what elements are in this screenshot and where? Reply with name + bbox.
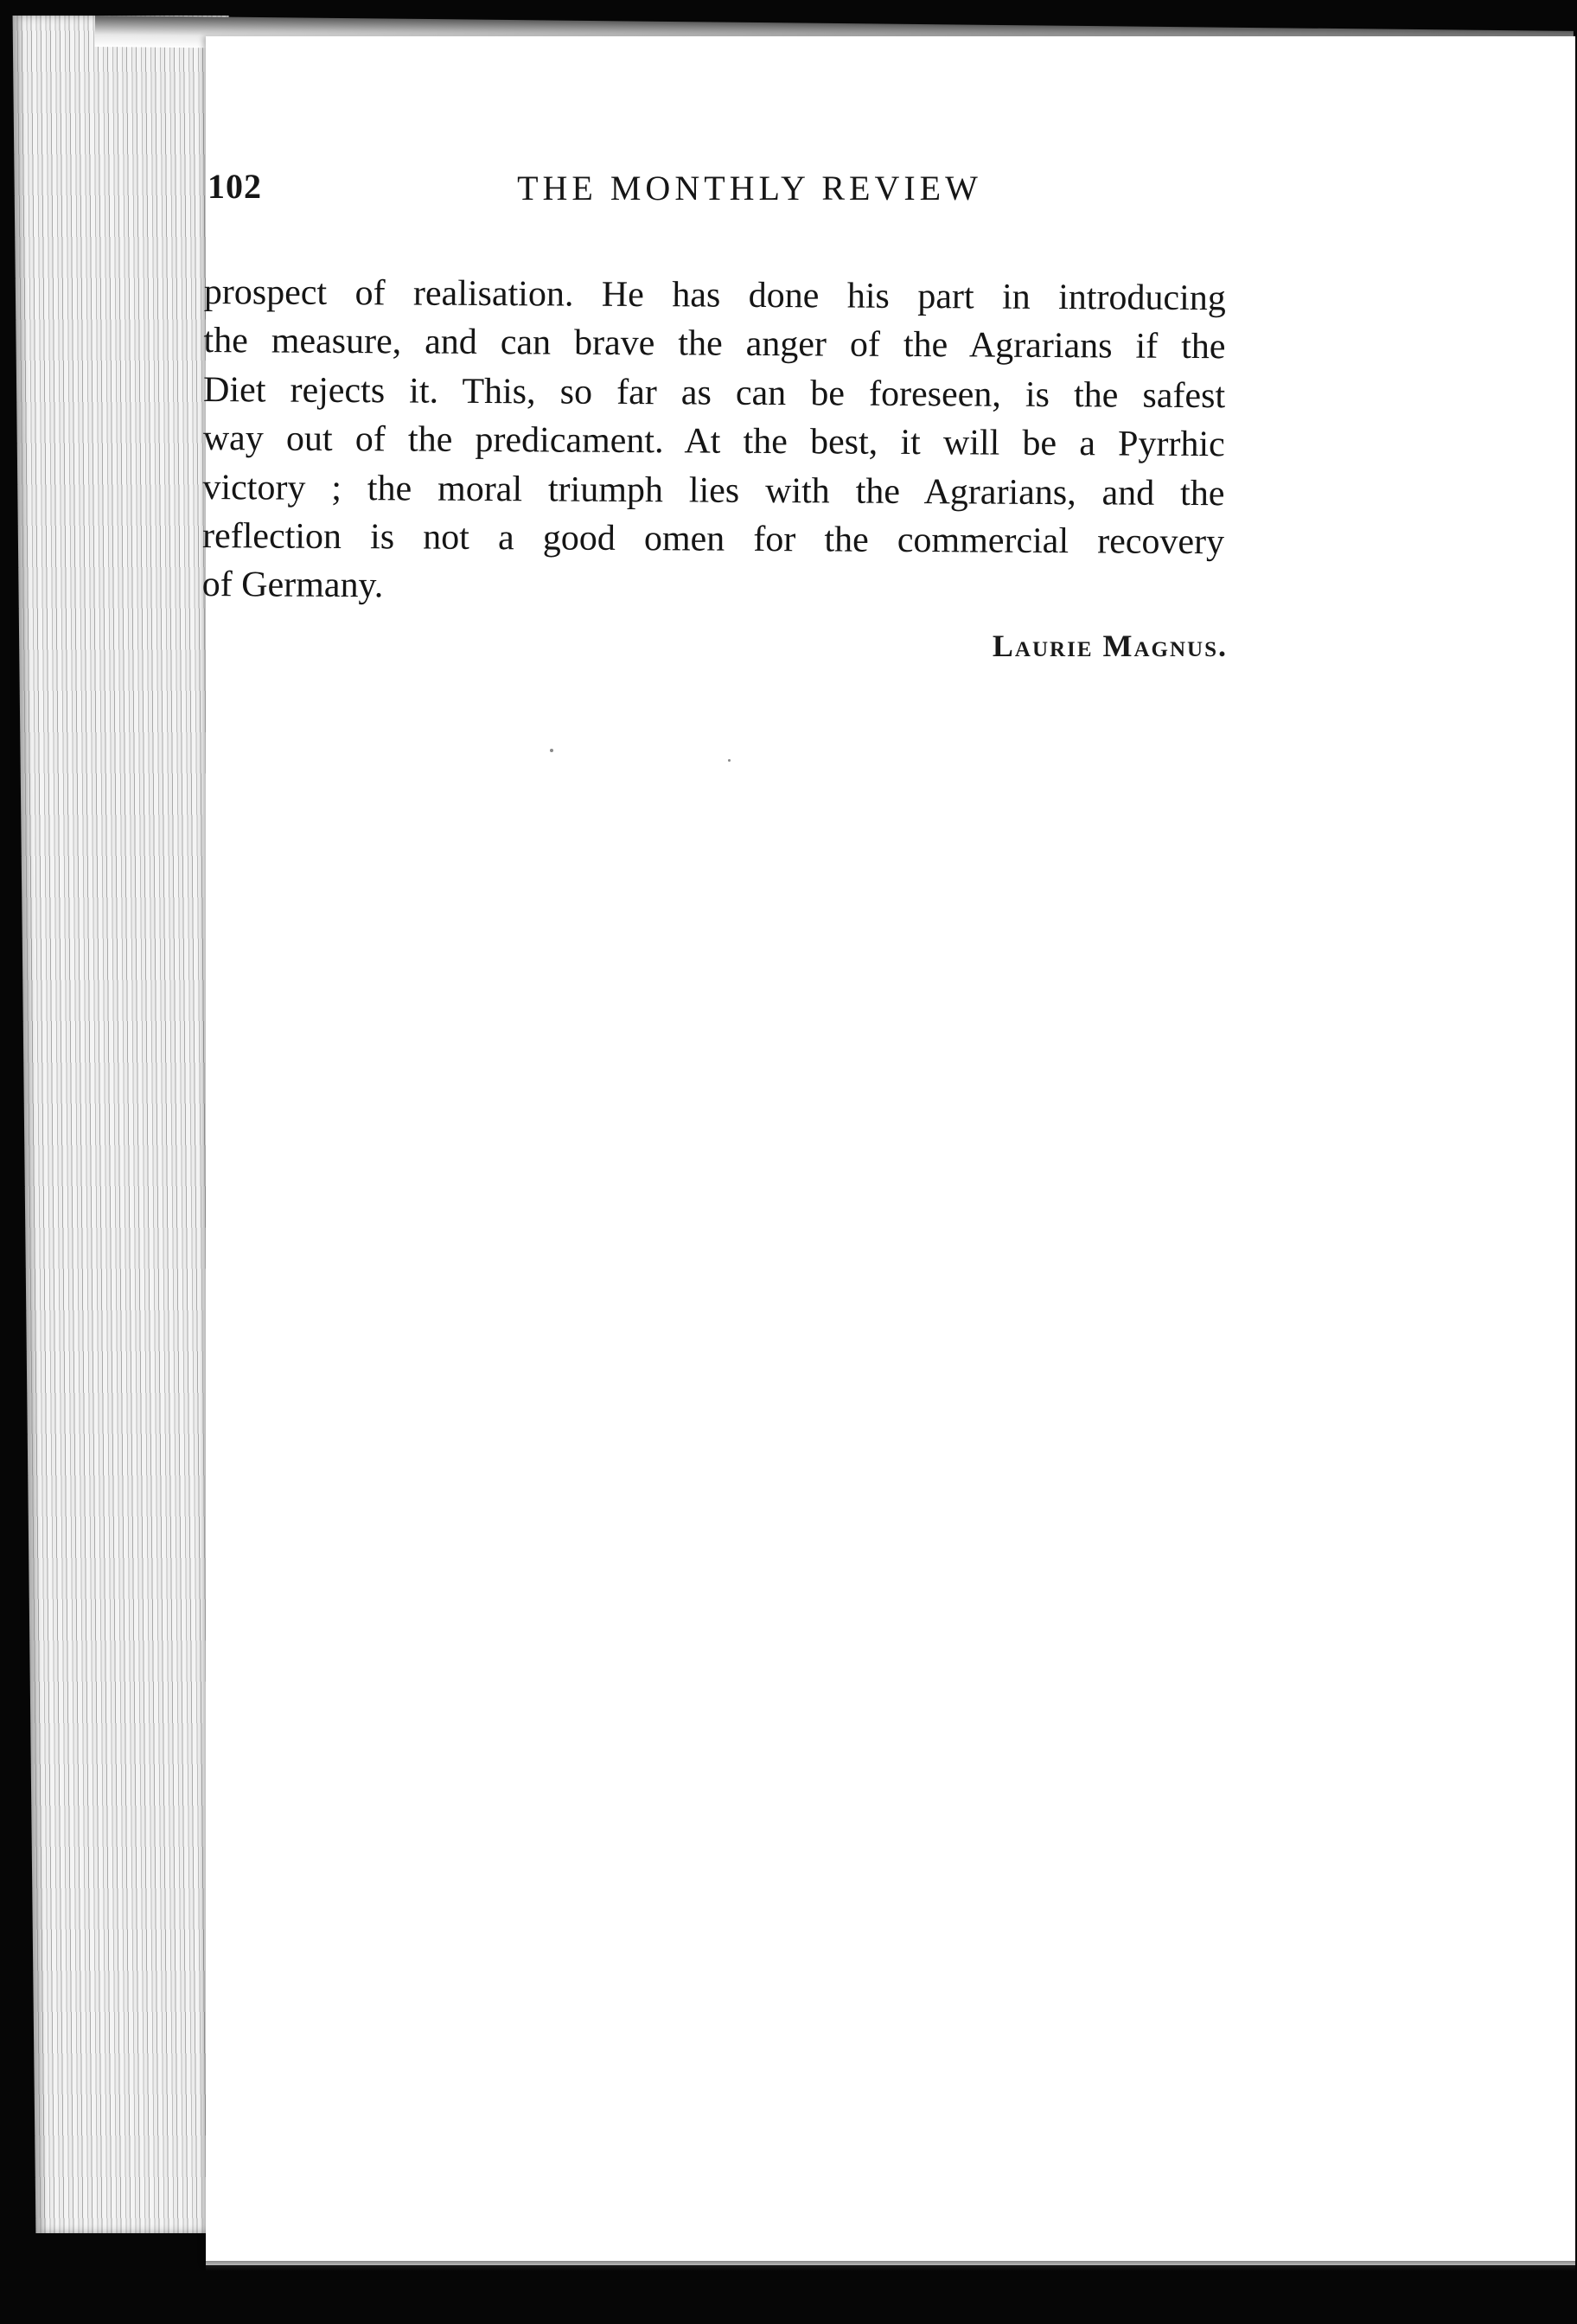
text-line: the measure, and can brave the anger of the Agrarians if the [203,321,1226,367]
text-line: prospect of realisation. He has done his part in introducing [203,271,1226,319]
text-line: way out of the predicament. At the best, it will be a Pyrrhic [202,418,1225,465]
body-paragraph [202,268,1226,616]
page-number: 102 [208,167,262,206]
page-bottom-shadow [206,2261,1575,2271]
text-line: Diet rejects it. This, so far as can be foreseen, is the safest [202,369,1226,417]
text-line: victory ; the moral triumph lies with the Agrarians, and the [202,467,1225,514]
text-line: reflection is not a good omen for the commercial recovery [201,516,1225,563]
text-line: of Germany. [201,565,384,606]
dust-speck [550,749,553,752]
author-signature: Laurie Magnus. [992,629,1228,663]
running-head [208,166,1231,218]
dust-speck [728,759,731,762]
journal-title: THE MONTHLY REVIEW [517,169,982,208]
